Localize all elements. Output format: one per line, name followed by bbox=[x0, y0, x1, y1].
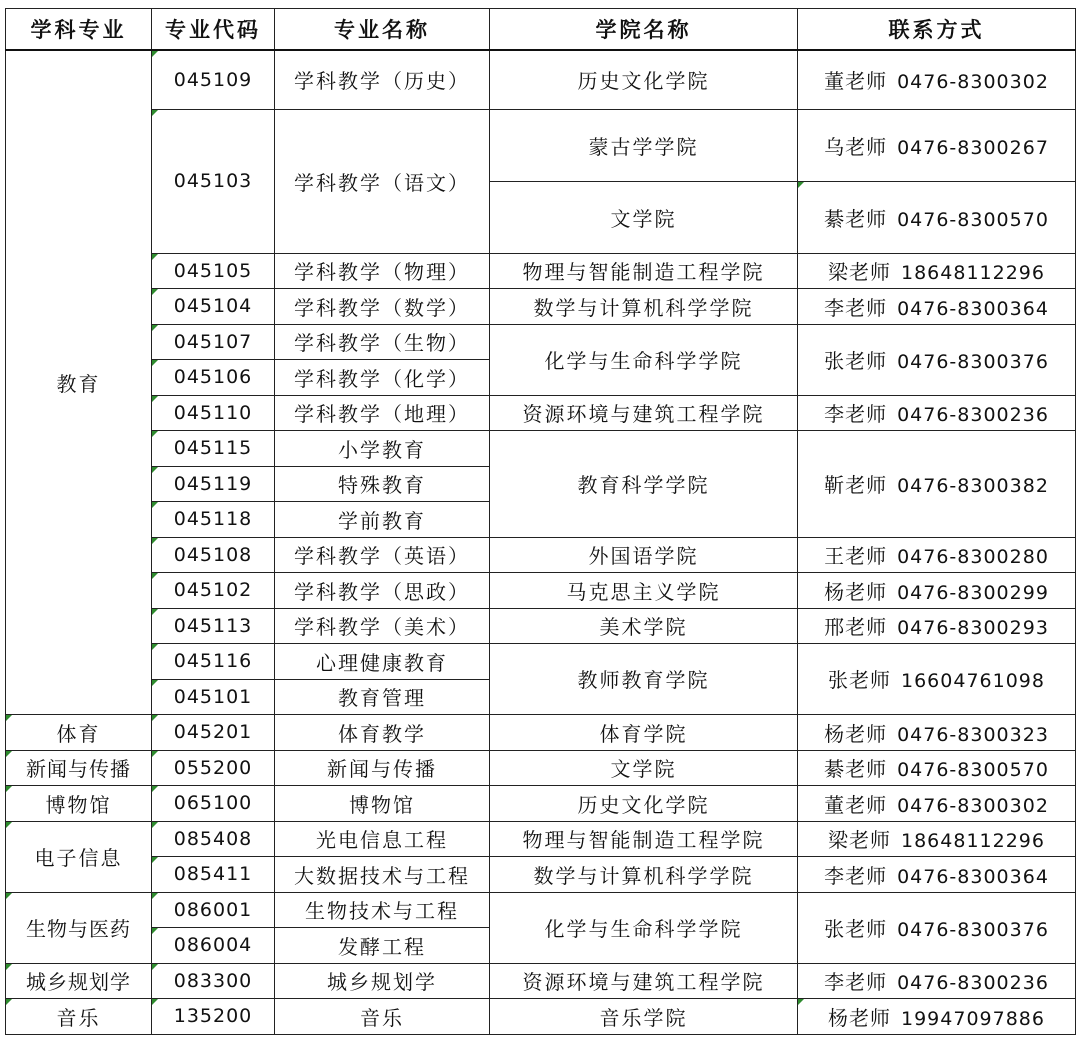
header-contact: 联系方式 bbox=[798, 9, 1076, 51]
college-cell: 化学与生命科学学院 bbox=[490, 892, 798, 963]
code-cell: 065100 bbox=[152, 785, 275, 821]
discipline-cell: 电子信息 bbox=[6, 821, 152, 892]
phone-number: 0476-8300302 bbox=[897, 794, 1049, 817]
college-cell: 文学院 bbox=[490, 181, 798, 253]
phone-number: 0476-8300280 bbox=[897, 546, 1049, 568]
discipline-cell: 音乐 bbox=[6, 998, 152, 1034]
phone-number: 0476-8300376 bbox=[897, 919, 1049, 941]
code-cell: 045107 bbox=[152, 324, 275, 359]
table-row bbox=[6, 537, 1076, 572]
contact-cell bbox=[798, 714, 1076, 750]
major-cell: 学科教学（英语） bbox=[275, 537, 490, 572]
phone-number: 0476-8300236 bbox=[897, 404, 1049, 426]
contact-cell bbox=[798, 395, 1076, 430]
contact-cell bbox=[798, 892, 1076, 963]
major-cell: 学科教学（语文） bbox=[275, 109, 490, 253]
phone-number: 18648112296 bbox=[901, 830, 1045, 852]
code-cell: 086004 bbox=[152, 927, 275, 963]
contact-cell bbox=[798, 963, 1076, 998]
table-row bbox=[6, 998, 1076, 1034]
phone-number: 0476-8300376 bbox=[897, 351, 1049, 373]
contact-cell bbox=[798, 288, 1076, 324]
table-row bbox=[6, 856, 1076, 892]
discipline-cell: 生物与医药 bbox=[6, 892, 152, 963]
major-cell: 学科教学（地理） bbox=[275, 395, 490, 430]
college-cell: 外国语学院 bbox=[490, 537, 798, 572]
discipline-cell: 教育 bbox=[6, 50, 152, 714]
phone-number: 18648112296 bbox=[901, 262, 1045, 284]
phone-number: 0476-8300570 bbox=[897, 759, 1049, 781]
teacher-name: 綦老师 bbox=[824, 206, 888, 231]
phone-number: 0476-8300382 bbox=[897, 475, 1049, 497]
major-cell: 博物馆 bbox=[275, 785, 490, 821]
code-cell: 055200 bbox=[152, 750, 275, 785]
code-cell: 085408 bbox=[152, 821, 275, 856]
table-row bbox=[6, 572, 1076, 608]
phone-number: 0476-8300364 bbox=[897, 865, 1049, 888]
major-cell: 生物技术与工程 bbox=[275, 892, 490, 927]
contact-cell bbox=[798, 50, 1076, 109]
teacher-name: 李老师 bbox=[824, 863, 888, 888]
discipline-cell: 新闻与传播 bbox=[6, 750, 152, 785]
major-cell: 学科教学（思政） bbox=[275, 572, 490, 608]
phone-number: 0476-8300302 bbox=[897, 71, 1049, 94]
contact-cell bbox=[798, 821, 1076, 856]
phone-number: 0476-8300236 bbox=[897, 972, 1049, 994]
contact-cell bbox=[798, 109, 1076, 181]
discipline-cell: 城乡规划学 bbox=[6, 963, 152, 998]
teacher-name: 张老师 bbox=[824, 349, 888, 373]
teacher-name: 靳老师 bbox=[824, 473, 888, 497]
teacher-name: 李老师 bbox=[824, 295, 888, 320]
major-cell: 音乐 bbox=[275, 998, 490, 1034]
code-cell: 045108 bbox=[152, 537, 275, 572]
college-cell: 蒙古学学院 bbox=[490, 109, 798, 181]
contact-cell bbox=[798, 785, 1076, 821]
contact-cell bbox=[798, 253, 1076, 288]
phone-number: 0476-8300299 bbox=[897, 581, 1049, 604]
code-cell: 045103 bbox=[152, 109, 275, 253]
teacher-name: 邢老师 bbox=[824, 615, 888, 639]
college-cell: 物理与智能制造工程学院 bbox=[490, 821, 798, 856]
table-row bbox=[6, 821, 1076, 856]
code-cell: 045109 bbox=[152, 50, 275, 109]
code-cell: 045104 bbox=[152, 288, 275, 324]
major-cell: 大数据技术与工程 bbox=[275, 856, 490, 892]
phone-number: 0476-8300570 bbox=[897, 208, 1049, 231]
teacher-name: 张老师 bbox=[824, 917, 888, 941]
table-row bbox=[6, 253, 1076, 288]
college-cell: 教师教育学院 bbox=[490, 643, 798, 714]
code-cell: 045119 bbox=[152, 466, 275, 501]
contact-cell bbox=[798, 608, 1076, 643]
contact-cell bbox=[798, 430, 1076, 537]
code-cell: 045113 bbox=[152, 608, 275, 643]
major-cell: 学科教学（生物） bbox=[275, 324, 490, 359]
major-cell: 光电信息工程 bbox=[275, 821, 490, 856]
major-cell: 发酵工程 bbox=[275, 927, 490, 963]
major-cell: 城乡规划学 bbox=[275, 963, 490, 998]
discipline-cell: 博物馆 bbox=[6, 785, 152, 821]
contact-cell bbox=[798, 998, 1076, 1034]
contact-cell bbox=[798, 537, 1076, 572]
contact-cell bbox=[798, 572, 1076, 608]
college-cell: 资源环境与建筑工程学院 bbox=[490, 963, 798, 998]
code-cell: 045102 bbox=[152, 572, 275, 608]
code-cell: 045106 bbox=[152, 359, 275, 395]
major-cell: 学前教育 bbox=[275, 501, 490, 537]
phone-number: 19947097886 bbox=[901, 1007, 1045, 1030]
teacher-name: 董老师 bbox=[824, 792, 888, 817]
major-cell: 教育管理 bbox=[275, 679, 490, 714]
table-row bbox=[6, 714, 1076, 750]
table-row bbox=[6, 750, 1076, 785]
code-cell: 045115 bbox=[152, 430, 275, 466]
phone-number: 16604761098 bbox=[901, 670, 1045, 692]
phone-number: 0476-8300293 bbox=[897, 617, 1049, 639]
major-contact-table bbox=[5, 8, 1076, 1035]
header-row bbox=[6, 9, 1076, 51]
header-major: 专业名称 bbox=[275, 9, 490, 51]
table-row bbox=[6, 963, 1076, 998]
teacher-name: 杨老师 bbox=[828, 1005, 891, 1030]
table-row bbox=[6, 50, 1076, 109]
college-cell: 资源环境与建筑工程学院 bbox=[490, 395, 798, 430]
teacher-name: 綦老师 bbox=[824, 757, 888, 781]
teacher-name: 杨老师 bbox=[824, 579, 888, 604]
phone-number: 0476-8300323 bbox=[897, 723, 1049, 746]
code-cell: 083300 bbox=[152, 963, 275, 998]
teacher-name: 乌老师 bbox=[824, 134, 888, 159]
table-row bbox=[6, 608, 1076, 643]
code-cell: 086001 bbox=[152, 892, 275, 927]
college-cell: 马克思主义学院 bbox=[490, 572, 798, 608]
college-cell: 教育科学学院 bbox=[490, 430, 798, 537]
contact-cell bbox=[798, 856, 1076, 892]
table-row bbox=[6, 430, 1076, 466]
college-cell: 历史文化学院 bbox=[490, 785, 798, 821]
major-cell: 学科教学（物理） bbox=[275, 253, 490, 288]
major-cell: 学科教学（美术） bbox=[275, 608, 490, 643]
code-cell: 045116 bbox=[152, 643, 275, 679]
teacher-name: 张老师 bbox=[828, 668, 891, 692]
phone-number: 0476-8300267 bbox=[897, 136, 1049, 159]
teacher-name: 梁老师 bbox=[828, 828, 891, 852]
teacher-name: 杨老师 bbox=[824, 721, 888, 746]
college-cell: 文学院 bbox=[490, 750, 798, 785]
major-cell: 心理健康教育 bbox=[275, 643, 490, 679]
table-row bbox=[6, 785, 1076, 821]
header-discipline: 学科专业 bbox=[6, 9, 152, 51]
major-cell: 体育教学 bbox=[275, 714, 490, 750]
table-row bbox=[6, 643, 1076, 679]
table-row bbox=[6, 288, 1076, 324]
contact-cell bbox=[798, 324, 1076, 395]
code-cell: 045110 bbox=[152, 395, 275, 430]
major-cell: 学科教学（数学） bbox=[275, 288, 490, 324]
table-row bbox=[6, 892, 1076, 927]
college-cell: 化学与生命科学学院 bbox=[490, 324, 798, 395]
major-cell: 新闻与传播 bbox=[275, 750, 490, 785]
teacher-name: 李老师 bbox=[824, 402, 888, 426]
teacher-name: 董老师 bbox=[824, 69, 888, 94]
college-cell: 历史文化学院 bbox=[490, 50, 798, 109]
college-cell: 音乐学院 bbox=[490, 998, 798, 1034]
header-college: 学院名称 bbox=[490, 9, 798, 51]
discipline-cell: 体育 bbox=[6, 714, 152, 750]
major-cell: 特殊教育 bbox=[275, 466, 490, 501]
code-cell: 045101 bbox=[152, 679, 275, 714]
major-cell: 小学教育 bbox=[275, 430, 490, 466]
header-code: 专业代码 bbox=[152, 9, 275, 51]
code-cell: 085411 bbox=[152, 856, 275, 892]
teacher-name: 王老师 bbox=[824, 544, 888, 568]
college-cell: 数学与计算机科学学院 bbox=[490, 856, 798, 892]
teacher-name: 李老师 bbox=[824, 970, 888, 994]
college-cell: 物理与智能制造工程学院 bbox=[490, 253, 798, 288]
contact-cell bbox=[798, 181, 1076, 253]
code-cell: 135200 bbox=[152, 998, 275, 1034]
table-row bbox=[6, 109, 1076, 181]
table-row bbox=[6, 324, 1076, 359]
table-row bbox=[6, 395, 1076, 430]
contact-cell bbox=[798, 643, 1076, 714]
code-cell: 045105 bbox=[152, 253, 275, 288]
college-cell: 体育学院 bbox=[490, 714, 798, 750]
major-cell: 学科教学（化学） bbox=[275, 359, 490, 395]
phone-number: 0476-8300364 bbox=[897, 297, 1049, 320]
college-cell: 数学与计算机科学学院 bbox=[490, 288, 798, 324]
code-cell: 045201 bbox=[152, 714, 275, 750]
code-cell: 045118 bbox=[152, 501, 275, 537]
contact-cell bbox=[798, 750, 1076, 785]
major-cell: 学科教学（历史） bbox=[275, 50, 490, 109]
teacher-name: 梁老师 bbox=[828, 260, 891, 284]
college-cell: 美术学院 bbox=[490, 608, 798, 643]
